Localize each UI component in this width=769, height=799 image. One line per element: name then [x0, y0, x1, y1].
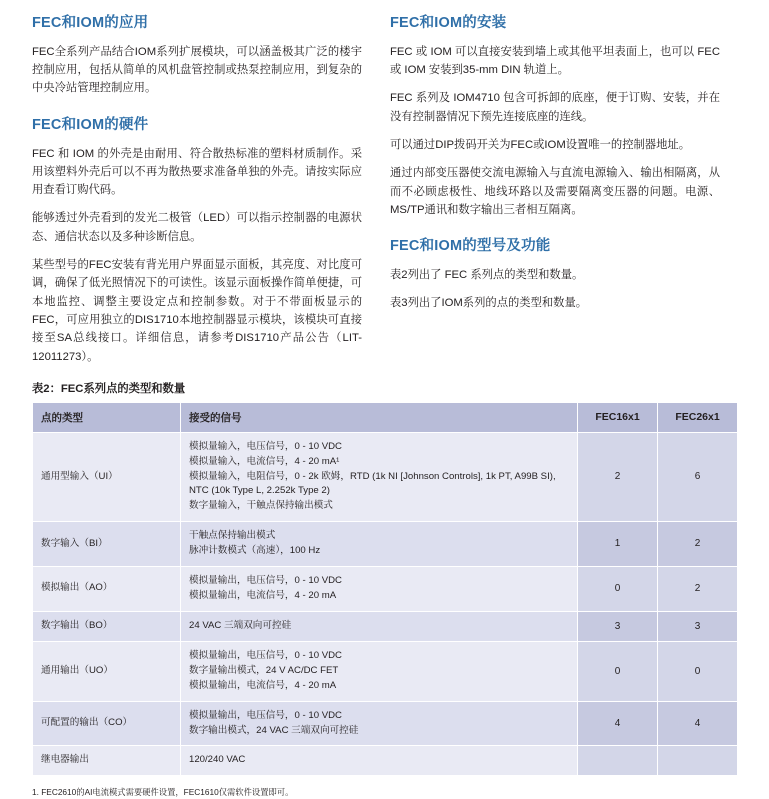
column-header-fec16x1: FEC16x1 [578, 402, 658, 432]
cell-fec26x1: 6 [658, 432, 738, 521]
cell-fec16x1: 1 [578, 522, 658, 567]
signal-line: 模拟量输入，电阻信号，0 - 2k 欧姆，RTD (1k NI [Johnson Controls], 1k PT, A99B SI), NTC (10k Type L, 2.252k Type 2) [189, 470, 556, 497]
cell-fec16x1: 2 [578, 432, 658, 521]
cell-signals [181, 746, 578, 776]
paragraph-hardware-3: 某些型号的FEC安装有背光用户界面显示面板，其亮度、对比度可调，确保了低光照情况下的可读性。该显示面板操作简单便捷，可本地监控、调整主要设定点和控制参数。对于不带面板显示的FEC，可应用独立的DIS1710本地控制器显示模块，该模块可直接接至SA总线接口。详细信息，请参考DIS1710产品公告（LIT-12011273）。 [32, 259, 362, 363]
cell-fec26x1: 2 [658, 522, 738, 567]
signal-line: 数字量输入，干触点保持输出模式 [189, 500, 333, 512]
cell-fec16x1: 0 [578, 642, 658, 702]
two-column-body [0, 0, 769, 366]
cell-signals [181, 566, 578, 611]
cell-signals [181, 701, 578, 746]
signal-line: 模拟量输出，电压信号，0 - 10 VDC [189, 574, 342, 586]
signal-line: 数字量输出模式，24 V AC/DC FET [189, 664, 339, 676]
paragraph-hardware-1: FEC 和 IOM 的外壳是由耐用、符合散热标准的塑料材质制作。采用该塑料外壳后可以不再为散热要求准备单独的外壳。请按实际应用查看订购代码。 [32, 147, 362, 197]
table-row [33, 522, 738, 567]
paragraph-installation-3: 可以通过DIP拨码开关为FEC或IOM设置唯一的控制器地址。 [390, 139, 690, 152]
cell-fec16x1: 4 [578, 701, 658, 746]
signal-line: 模拟量输入，电压信号，0 - 10 VDC [189, 440, 342, 452]
cell-point-type: 数字输出（BO） [33, 611, 181, 642]
cell-fec16x1: 0 [578, 566, 658, 611]
cell-point-type: 通用输出（UO） [33, 642, 181, 702]
cell-signals [181, 432, 578, 521]
signal-line: 模拟量输出，电压信号，0 - 10 VDC [189, 709, 342, 721]
cell-signals [181, 611, 578, 642]
signal-line: 数字输出模式，24 VAC 三端双向可控硅 [189, 724, 359, 736]
left-column [32, 14, 362, 366]
column-header-point-type: 点的类型 [33, 402, 181, 432]
paragraph-installation-1: FEC 或 IOM 可以直接安装到墙上或其他平坦表面上，也可以 FEC 或 IOM 安装到35-mm DIN 轨道上。 [390, 45, 720, 77]
signal-line: 24 VAC 三端双向可控硅 [189, 619, 292, 631]
cell-point-type: 通用型输入（UI） [33, 432, 181, 521]
table-row [33, 566, 738, 611]
heading-fec-iom-applications: FEC和IOM的应用 [32, 15, 149, 31]
heading-fec-iom-models: FEC和IOM的型号及功能 [390, 238, 551, 255]
cell-fec26x1 [658, 746, 738, 776]
table-row [33, 611, 738, 642]
fec-point-type-table [32, 402, 738, 776]
table-caption: 表2：FEC系列点的类型和数量 [32, 382, 186, 395]
signal-line: 模拟量输出，电流信号，4 - 20 mA [189, 679, 337, 691]
paragraph-hardware-2: 能够透过外壳看到的发光二极管（LED）可以指示控制器的电源状态、通信状态以及多种诊断信息。 [32, 212, 362, 243]
cell-point-type: 可配置的输出（CO） [33, 701, 181, 746]
paragraph-models-2: 表3列出了IOM系列的点的类型和数量。 [390, 297, 588, 310]
signal-line: 模拟量输入，电流信号，4 - 20 mA¹ [189, 455, 340, 467]
right-column [390, 14, 720, 366]
cell-fec26x1: 3 [658, 611, 738, 642]
table-header-row [33, 402, 738, 432]
paragraph-installation-2: FEC 系列及 IOM4710 包含可拆卸的底座，便于订购、安装，并在没有控制器情况下预先连接底座的连线。 [390, 92, 720, 123]
cell-fec26x1: 2 [658, 566, 738, 611]
cell-point-type: 继电器输出 [33, 746, 181, 776]
column-header-accepted-signal: 接受的信号 [181, 402, 578, 432]
signal-line: 模拟量输出，电流信号，4 - 20 mA [189, 589, 337, 601]
cell-point-type: 模拟输出（AO） [33, 566, 181, 611]
signal-line: 脉冲计数模式（高速），100 Hz [189, 545, 321, 556]
cell-signals [181, 522, 578, 567]
cell-fec16x1: 3 [578, 611, 658, 642]
cell-signals [181, 642, 578, 702]
heading-fec-iom-installation: FEC和IOM的安装 [390, 15, 507, 31]
table-row [33, 701, 738, 746]
table-row [33, 432, 738, 521]
signal-line: 干触点保持输出模式 [189, 530, 276, 542]
paragraph-models-1: 表2列出了 FEC 系列点的类型和数量。 [390, 269, 584, 282]
signal-line: 120/240 VAC [189, 754, 246, 766]
signal-line: 模拟量输出，电压信号，0 - 10 VDC [189, 650, 342, 662]
heading-fec-iom-hardware: FEC和IOM的硬件 [32, 116, 149, 133]
paragraph-applications-1: FEC全系列产品结合IOM系列扩展模块，可以涵盖极其广泛的楼宇控制应用，包括从简单的风机盘管控制或热泵控制应用，到复杂的中央冷站管理控制应用。 [32, 45, 362, 95]
column-header-fec26x1: FEC26x1 [658, 402, 738, 432]
cell-point-type: 数字输入（BI） [33, 522, 181, 567]
paragraph-installation-4: 通过内部变压器使交流电源输入与直流电源输入、输出相隔离，从而不必顾虑极性、地线环路以及需要隔离变压器的问题。电源、MS/TP通讯和数字输出三者相互隔离。 [390, 167, 720, 216]
table-row [33, 642, 738, 702]
table-footnote: 1. FEC2610的AI电流模式需要硬件设置，FEC1610仅需软件设置即可。 [32, 787, 294, 798]
cell-fec26x1: 4 [658, 701, 738, 746]
cell-fec26x1: 0 [658, 642, 738, 702]
table-row [33, 746, 738, 776]
cell-fec16x1 [578, 746, 658, 776]
